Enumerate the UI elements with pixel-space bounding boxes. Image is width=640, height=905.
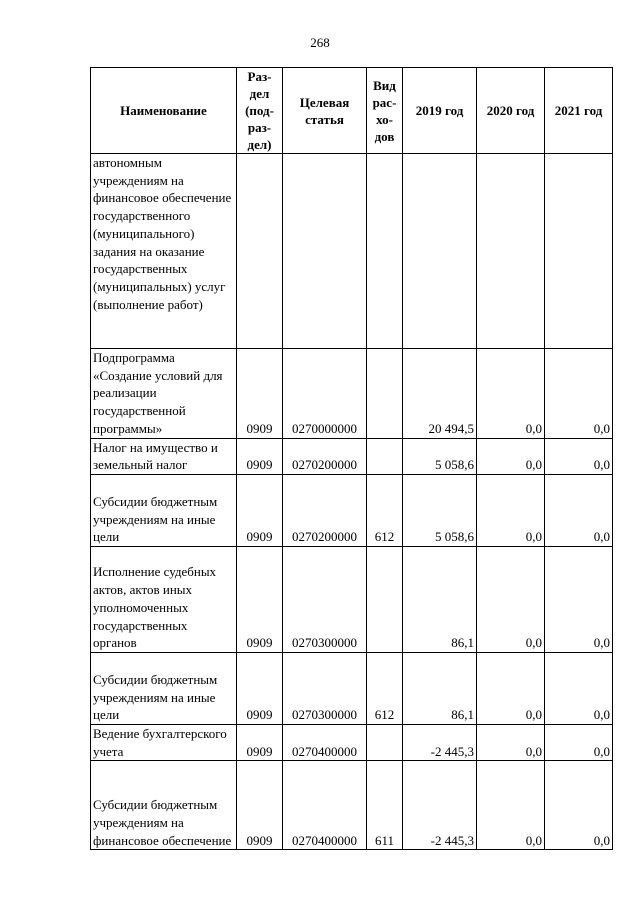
row-2021: 0,0	[545, 761, 613, 850]
header-2019: 2019 год	[403, 68, 477, 154]
row-2021: 0,0	[545, 349, 613, 439]
row-type: 611	[367, 761, 403, 850]
row-2019	[403, 154, 477, 349]
row-section: 0909	[237, 474, 283, 546]
row-2019: -2 445,3	[403, 724, 477, 760]
row-target: 0270400000	[283, 761, 367, 850]
table-row	[91, 761, 613, 850]
row-section: 0909	[237, 761, 283, 850]
row-name: Субсидии бюджетным учреждениям на иные цели	[91, 474, 237, 546]
table-row	[91, 349, 613, 439]
row-section	[237, 154, 283, 349]
row-name: Субсидии бюджетным учреждениям на иные цели	[91, 652, 237, 724]
header-section: Раз-дел (под-раз-дел)	[237, 68, 283, 154]
row-2020: 0,0	[477, 349, 545, 439]
row-type	[367, 154, 403, 349]
row-name: Подпрограмма «Создание условий для реализации государственной программы»	[91, 349, 237, 439]
row-target: 0270300000	[283, 652, 367, 724]
row-type: 612	[367, 474, 403, 546]
header-name: Наименование	[91, 68, 237, 154]
row-target: 0270000000	[283, 349, 367, 439]
row-2020	[477, 154, 545, 349]
row-name: Ведение бухгалтерского учета	[91, 724, 237, 760]
row-2020: 0,0	[477, 652, 545, 724]
header-2021: 2021 год	[545, 68, 613, 154]
row-section: 0909	[237, 546, 283, 652]
row-2020: 0,0	[477, 724, 545, 760]
table-header-row	[91, 68, 613, 154]
row-type	[367, 546, 403, 652]
table-row	[91, 438, 613, 474]
table-row	[91, 474, 613, 546]
row-type	[367, 724, 403, 760]
row-2021: 0,0	[545, 474, 613, 546]
header-2020: 2020 год	[477, 68, 545, 154]
row-2021: 0,0	[545, 724, 613, 760]
table-row	[91, 154, 613, 349]
row-name: Налог на имущество и земельный налог	[91, 438, 237, 474]
row-target: 0270300000	[283, 546, 367, 652]
row-2019: 86,1	[403, 546, 477, 652]
row-2019: 5 058,6	[403, 438, 477, 474]
row-target	[283, 154, 367, 349]
header-target: Целевая статья	[283, 68, 367, 154]
row-2020: 0,0	[477, 438, 545, 474]
row-type: 612	[367, 652, 403, 724]
row-2021: 0,0	[545, 652, 613, 724]
row-target: 0270200000	[283, 438, 367, 474]
row-2020: 0,0	[477, 474, 545, 546]
row-2020: 0,0	[477, 546, 545, 652]
budget-table	[90, 67, 613, 850]
table-row	[91, 546, 613, 652]
row-type	[367, 349, 403, 439]
row-2021: 0,0	[545, 438, 613, 474]
row-target: 0270400000	[283, 724, 367, 760]
row-2019: 5 058,6	[403, 474, 477, 546]
row-name: Субсидии бюджетным учреждениям на финансовое обеспечение	[91, 761, 237, 850]
page-number: 268	[310, 35, 330, 50]
row-target: 0270200000	[283, 474, 367, 546]
row-2021	[545, 154, 613, 349]
row-2021: 0,0	[545, 546, 613, 652]
row-2019: 20 494,5	[403, 349, 477, 439]
row-name: Исполнение судебных актов, актов иных уполномоченных государственных органов	[91, 546, 237, 652]
row-2019: 86,1	[403, 652, 477, 724]
row-name: автономным учреждениям на финансовое обеспечение государственного (муниципального) задания на оказание государственных (муниципальных) услуг (выполнение работ)	[91, 154, 237, 349]
row-type	[367, 438, 403, 474]
header-type: Вид рас-хо-дов	[367, 68, 403, 154]
row-section: 0909	[237, 438, 283, 474]
row-section: 0909	[237, 652, 283, 724]
table-row	[91, 724, 613, 760]
table-row	[91, 652, 613, 724]
row-2019: -2 445,3	[403, 761, 477, 850]
row-2020: 0,0	[477, 761, 545, 850]
row-section: 0909	[237, 724, 283, 760]
row-section: 0909	[237, 349, 283, 439]
